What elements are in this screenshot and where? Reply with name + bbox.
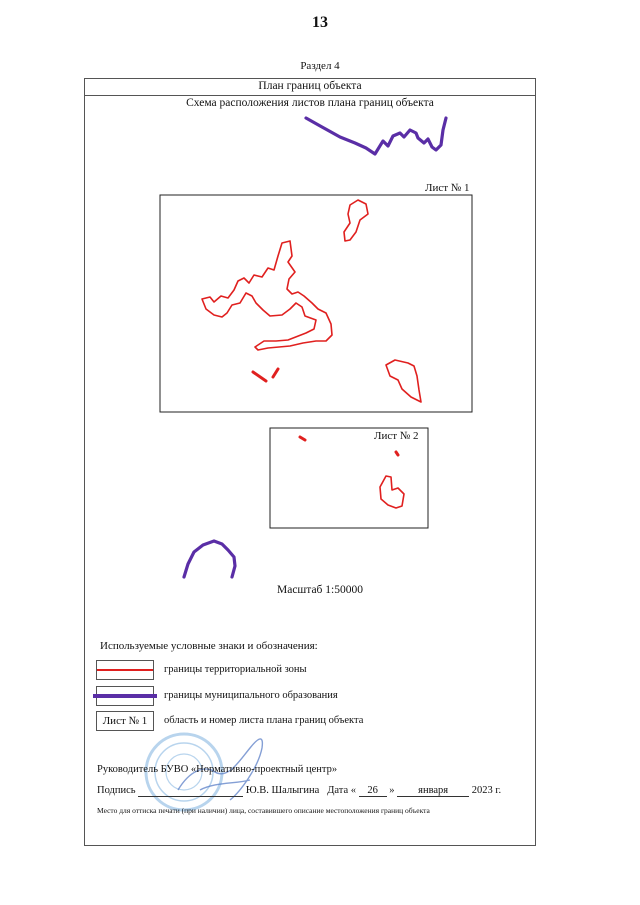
scale-label: Масштаб 1:50000 bbox=[277, 584, 363, 596]
scheme-title: Схема расположения листов плана границ объекта bbox=[186, 97, 434, 109]
sheet-2-box bbox=[270, 428, 428, 528]
zone-boundary bbox=[380, 476, 404, 508]
signature-line bbox=[97, 785, 527, 797]
legend-text-zone: границы территориальной зоны bbox=[164, 664, 307, 675]
legend-sample-zone bbox=[96, 660, 154, 680]
sheet-1-label: Лист № 1 bbox=[425, 182, 470, 194]
legend-sample-municipal bbox=[96, 686, 154, 706]
zone-segment bbox=[253, 372, 266, 381]
zone-boundary bbox=[386, 360, 421, 402]
municipal-boundary-bottom bbox=[184, 541, 235, 577]
date-month: января bbox=[397, 785, 469, 797]
zone-segment bbox=[300, 437, 305, 440]
section-title: Раздел 4 bbox=[300, 60, 340, 72]
zone-boundary bbox=[202, 241, 332, 350]
legend-text-sheet: область и номер листа плана границ объекта bbox=[164, 715, 364, 726]
sheet-1-box bbox=[160, 195, 472, 412]
signer-name: Ю.В. Шалыгина bbox=[245, 785, 320, 796]
date-label: Дата « bbox=[327, 785, 357, 796]
sign-field bbox=[138, 785, 243, 797]
municipal-boundary-top bbox=[306, 118, 446, 154]
sheet-2-label: Лист № 2 bbox=[374, 430, 419, 442]
date-year: 2023 г. bbox=[471, 785, 502, 796]
page-number: 13 bbox=[312, 14, 328, 31]
date-day: 26 bbox=[359, 785, 387, 797]
head-line: Руководитель БУВО «Нормативно-проектный центр» bbox=[97, 764, 338, 775]
sign-label: Подпись bbox=[97, 785, 136, 796]
date-day-close: » bbox=[389, 785, 395, 796]
zone-boundary bbox=[344, 200, 368, 241]
zone-segment bbox=[273, 369, 278, 377]
legend-text-municipal: границы муниципального образования bbox=[164, 690, 338, 701]
legend-sample-sheet: Лист № 1 bbox=[96, 711, 154, 731]
stamp-note: Место для оттиска печати (при наличии) лица, составившего описание местоположения границ объекта bbox=[97, 806, 430, 815]
zone-segment bbox=[396, 452, 398, 455]
plan-header: План границ объекта bbox=[84, 78, 536, 96]
legend-title: Используемые условные знаки и обозначения: bbox=[100, 640, 318, 652]
